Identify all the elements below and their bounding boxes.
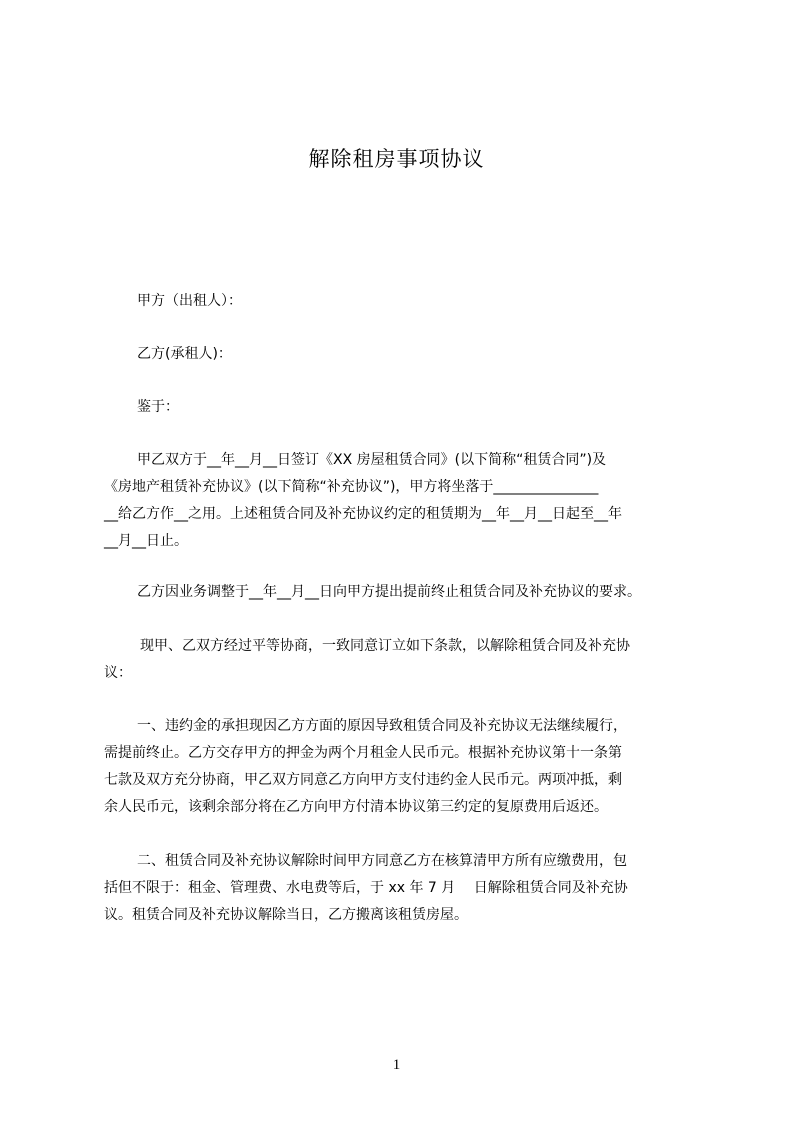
clause-line: 一、违约金的承担现因乙方方面的原因导致租赁合同及补充协议无法继续履行， [137,718,627,734]
party-b-line [104,341,701,368]
clause-line: 七款及双方充分协商，甲乙双方同意乙方向甲方支付违约金人民币元。两项冲抵，剩 [104,772,622,788]
paragraph-lease-background [104,447,701,555]
document-title: 解除租房事项协议 [308,147,485,171]
party-a-label: 甲方（出租人）： [137,293,242,309]
paragraph-line: 甲乙双方于__年__月__日签订《XX 房屋租赁合同》(以下简称“租赁合同”)及 [137,452,607,468]
paragraph-line: 《房地产租赁补充协议》(以下简称“补充协议”)，甲方将坐落于_______________ [104,479,599,495]
clause-line: 括但不限于：租金、管理费、水电费等后，于 xx 年 7 月 日解除租赁合同及补充协 [104,880,628,896]
paragraph-line: __月__日止。 [104,533,188,549]
whereas-line [104,394,701,421]
clause-line: 二、租赁合同及补充协议解除时间甲方同意乙方在核算清甲方所有应缴费用，包 [137,853,627,869]
paragraph-line: 现甲、乙双方经过平等协商，一致同意订立如下条款，以解除租赁合同及补充协 [140,638,630,654]
clause-1-penalty [104,713,701,821]
paragraph-line: __给乙方作__之用。上述租赁合同及补充协议约定的租赁期为__年__月__日起至__年 [104,506,622,522]
page-number: 1 [392,1057,401,1073]
paragraph-agreement-intro [104,633,701,687]
paragraph-termination-request [104,579,701,606]
clause-line: 需提前终止。乙方交存甲方的押金为两个月租金人民币元。根据补充协议第十一条第 [104,745,622,761]
clause-line: 余人民币元，该剩余部分将在乙方向甲方付清本协议第三约定的复原费用后返还。 [104,799,608,815]
clause-2-termination-date [104,848,701,929]
paragraph-line: 议： [104,665,132,681]
party-a-line [104,288,701,315]
paragraph-line: 乙方因业务调整于__年__月__日向甲方提出提前终止租赁合同及补充协议的要求。 [137,584,641,600]
party-b-label: 乙方(承租人)： [137,346,232,362]
clause-line: 议。租赁合同及补充协议解除当日，乙方搬离该租赁房屋。 [104,907,468,923]
whereas-label: 鉴于： [137,399,179,415]
